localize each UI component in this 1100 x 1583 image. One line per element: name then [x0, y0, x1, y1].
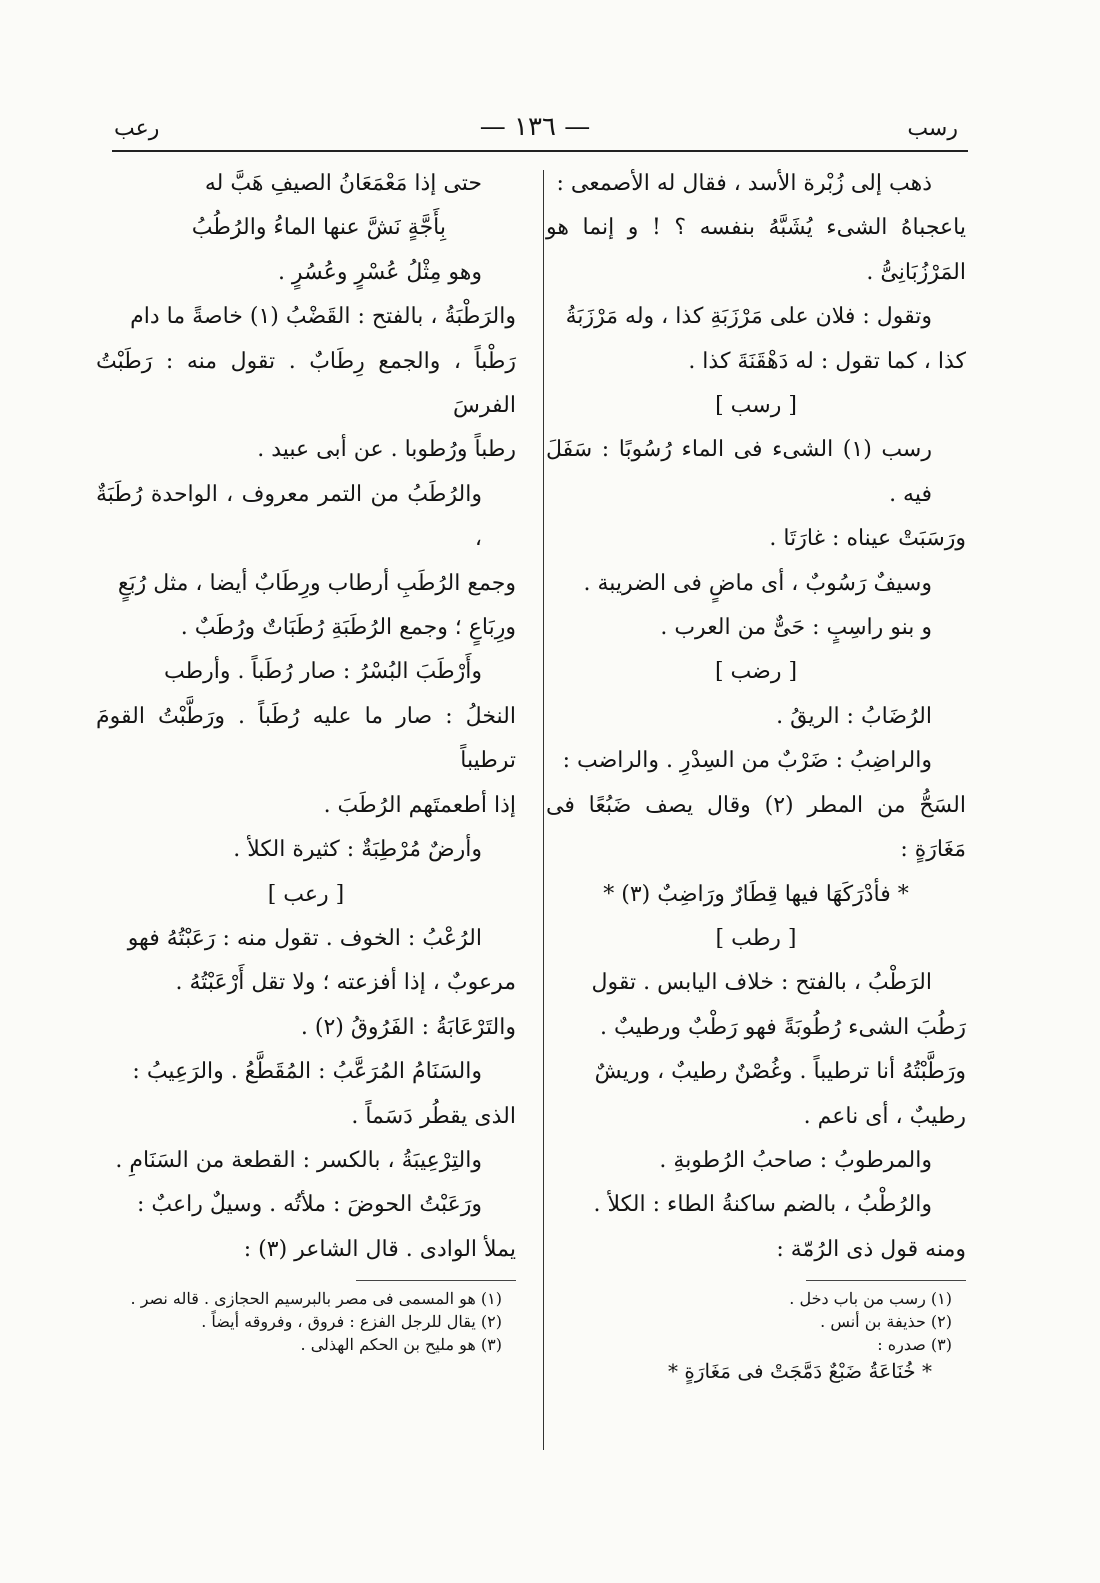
section-heading-ratab: [ رطب ]: [715, 925, 797, 951]
verse-line: * فأدْرَكَهَا فيها قِطَارٌ ورَاضِبٌ (٣) *: [603, 881, 909, 907]
footnote: (١) هو المسمى فى مصر بالبرسيم الحجازى . قاله نصر .: [130, 1289, 502, 1309]
text-line: كذا ، كما تقول : له دَهْقَنَةَ كذا .: [688, 348, 966, 374]
text-line: رطباً ورُطوبا . عن أبى عبيد .: [257, 437, 516, 463]
text-line: رسب (١) الشىء فى الماء رُسُوبًا : سَفَلَ فيه .: [546, 437, 932, 507]
text-line: الرُعْبُ : الخوف . تقول منه : رَعَبْتُهُ فهو: [127, 925, 482, 951]
text-line: إذا أطعمتَهم الرُطَبَ .: [323, 792, 516, 818]
text-line: ورَسَبَتْ عيناه : غارَتَا .: [769, 526, 966, 552]
header-rule: [112, 150, 968, 152]
text-line: والتَرْعَابَةُ : الفَرُوقُ (٢) .: [300, 1014, 516, 1040]
text-line: رَطُبَ الشىء رُطُوبَةً فهو رَطْبٌ ورطيبٌ .: [600, 1014, 966, 1040]
text-line: النخلُ : صار ما عليه رُطَباً . ورَطَّبْتُ القومَ ترطيباً: [96, 703, 516, 774]
text-line: الرَطْبُ ، بالفتح : خلاف اليابس . تقول: [591, 970, 932, 996]
text-line: مرعوبٌ ، إذا أفزعته ؛ ولا تقل أَرْعَبْتُهُ .: [175, 970, 516, 996]
footnote: (٣) صدره :: [877, 1335, 952, 1355]
text-line: والسَنَامُ المُرَعَّبُ : المُقَطَّعُ . والرَعِيبُ :: [132, 1059, 482, 1085]
footnote: (١) رسب من باب دخل .: [789, 1289, 952, 1309]
footnote: (٢) حذيفة بن أنس .: [820, 1312, 952, 1332]
text-line: الرُضَابُ : الريقُ .: [776, 703, 932, 729]
text-line: وجمع الرُطَبِ أرطاب ورِطَابٌ أيضا ، مثل رُبَعٍ: [117, 570, 516, 596]
footnote-rule: [806, 1280, 966, 1281]
page-header: [100, 112, 970, 152]
running-headword-right: رسب: [907, 116, 958, 141]
text-line: وأرضٌ مُرْطِبَةٌ : كثيرة الكلأ .: [233, 837, 482, 863]
text-line: الذى يقطُر دَسَماً .: [351, 1103, 516, 1129]
footnote-rule: [356, 1280, 516, 1281]
text-line: ورَعَبْتُ الحوضَ : ملأتُه . وسيلٌ راعبٌ :: [136, 1192, 482, 1218]
text-line: والرُطْبُ ، بالضم ساكنةُ الطاء : الكلأ .: [593, 1192, 932, 1218]
text-line: ورَطَّبْتُهُ أنا ترطيباً . وغُصْنٌ رطيبٌ ، وريشٌ: [594, 1059, 966, 1085]
text-line: السَحُّ من المطر (٢) وقال يصف ضَبُعًا فى مَغَارَةٍ :: [546, 792, 966, 863]
section-heading-raab: [ رعب ]: [267, 881, 345, 907]
right-column: [546, 162, 966, 1386]
text-line: رَطْباً ، والجمع رِطَابٌ . تقول منه : رَطَبْتُ الفرسَ: [96, 348, 516, 419]
text-line: ذهب إلى زُبْرة الأسد ، فقال له الأصمعى :: [556, 171, 932, 196]
column-divider: [543, 170, 544, 1450]
text-line: وأَرْطَبَ البُسْرُ : صار رُطَباً . وأرطب: [163, 659, 482, 685]
footnote: (٣) هو مليح بن الحكم الهذلى .: [300, 1335, 502, 1355]
footnote: (٢) يقال للرجل الفزع : فروق ، وفروقه أيضاً .: [201, 1312, 502, 1332]
text-line: والرَطْبَةُ ، بالفتح : القَضْبُ (١) خاصةً ما دام: [130, 304, 516, 330]
text-line: رطيبٌ ، أى ناعم .: [803, 1103, 966, 1129]
text-line: ورِبَاعٍ ؛ وجمع الرُطَبَةِ رُطَبَاتٌ ورُطَبٌ .: [180, 615, 516, 641]
verse-line: بِأَجَّةٍ نَشَّ عنها الماءُ والرُطُبُ: [191, 215, 446, 241]
verse-line: حتى إذا مَعْمَعَانُ الصيفِ هَبَّ له: [204, 171, 482, 196]
footnotes-right: [546, 1287, 966, 1386]
page-number: — ١٣٦ —: [479, 112, 591, 142]
left-column: [96, 162, 516, 1356]
text-line: والتِرْعِيبَةُ ، بالكسر : القطعة من السَنَامِ .: [115, 1147, 482, 1173]
text-line: ومنه قول ذى الرُمّة :: [776, 1236, 966, 1262]
text-line: والمرطوبُ : صاحبُ الرُطوبةِ .: [659, 1147, 932, 1173]
footnote-verse: * خُنَاعَةُ ضَبْعٌ دَمَّجَتْ فى مَغَارَةٍ *: [668, 1359, 932, 1384]
footnotes-left: [96, 1287, 516, 1356]
text-line: ياعجباهُ الشىء يُشَبَّهُ بنفسه ؟ ! و إنما هو المَرْزُبَانِىُّ .: [546, 215, 966, 285]
text-line: و بنو راسِبٍ : حَىٌّ من العرب .: [660, 615, 932, 641]
text-line: يملأ الوادى . قال الشاعر (٣) :: [243, 1236, 516, 1262]
section-heading-radab: [ رضب ]: [714, 659, 798, 685]
running-headword-left: رعب: [114, 116, 160, 141]
text-line: والرُطَبُ من التمر معروف ، الواحدة رُطَبَةٌ ،: [96, 481, 482, 552]
section-heading-rasab: [ رسب ]: [715, 393, 797, 419]
text-line: وتقول : فلان على مَرْزَبَةِ كذا ، وله مَرْزَبَةُ: [565, 304, 932, 330]
text-line: وسيفٌ رَسُوبٌ ، أى ماضٍ فى الضريبة .: [583, 570, 932, 596]
text-line: والراضِبُ : ضَرْبٌ من السِدْرِ . والراضب :: [562, 748, 932, 774]
text-line: وهو مِثْلُ عُسْرٍ وعُسُرٍ .: [277, 259, 482, 285]
